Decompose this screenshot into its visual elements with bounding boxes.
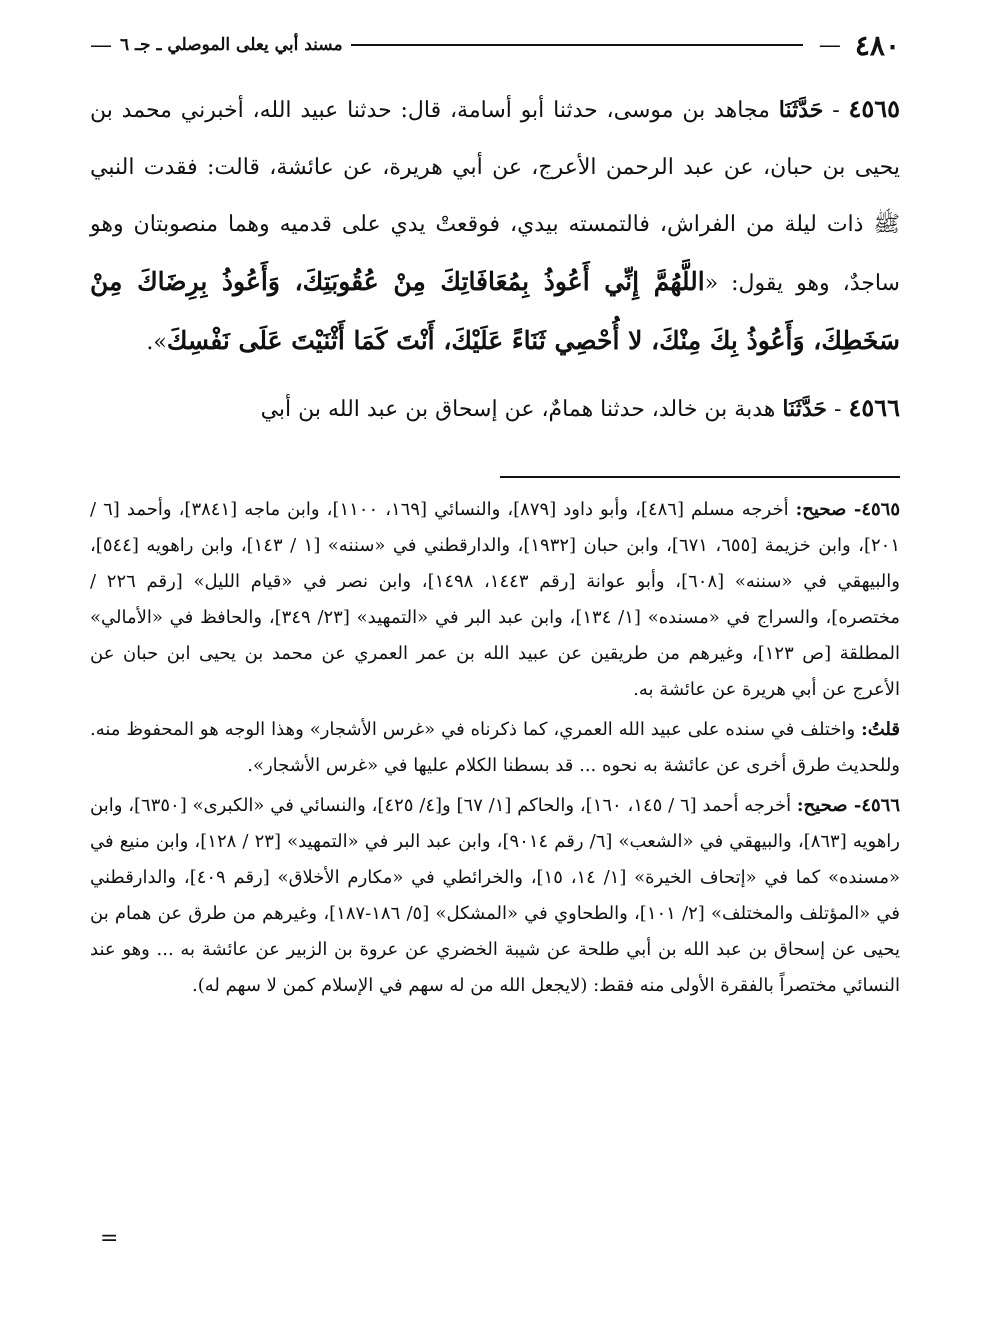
running-title: مسند أبي يعلى الموصلي ـ جـ ٦ (120, 35, 343, 55)
footnote-head: ٤٥٦٥- صحيح: (795, 499, 900, 520)
footnote-head: قلتُ: (861, 719, 900, 740)
hadith-dash: - (832, 98, 840, 123)
hadith-number: ٤٥٦٥ (848, 94, 901, 123)
main-text (90, 80, 900, 438)
footnote-text: أخرجه أحمد [٦ / ١٤٥، ١٦٠]، والحاكم [١/ ٦٧] و[٤/ ٤٢٥]، والنسائي في «الكبرى» [٦٣٥٠]، وابن راهويه [٨٦٣]، والبيهقي في «الشعب» [٦/ رقم ٩٠١٤]، وابن عبد البر في «التمهيد» [٢٣ / ١٢٨]، وابن منيع في «مسنده» كما في «إتحاف الخيرة» [١/ ١٤، ١٥]، والخرائطي في «مكارم الأخلاق» [رقم ٤٠٩]، والدارقطني في «المؤتلف والمختلف» [٢/ ١٠١]، والطحاوي في «المشكل» [٥/ ١٨٦-١٨٧]، وغيرهم من طرق عن همام بن يحيى عن إسحاق بن عبد الله بن أبي طلحة عن شيبة الخضري عن عروة بن الزبير عن عائشة به ... وهو عند النسائي مختصراً بالفقرة الأولى منه فقط: (لايجعل الله من له سهم في الإسلام كمن لا سهم له). (90, 795, 901, 996)
hadith-dash: - (834, 397, 842, 422)
footnote-4566 (90, 788, 900, 1004)
footnote-separator (500, 476, 900, 478)
footnote-text: أخرجه مسلم [٤٨٦]، وأبو داود [٨٧٩]، والنسائي [١٦٩، ١١٠٠]، وابن ماجه [٣٨٤١]، وأحمد [٦ / ٢٠١]، وابن خزيمة [٦٥٥، ٦٧١]، وابن حبان [١٩٣٢]، والدارقطني في «سننه» [١ / ١٤٣]، وابن راهويه [٥٤٤]، والبيهقي في «سننه» [٦٠٨]، وأبو عوانة [رقم ١٤٤٣، ١٤٩٨]، وابن نصر في «قيام الليل» [رقم ٢٢٦ / مختصره]، والسراج في «مسنده» [١/ ١٣٤]، وابن عبد البر في «التمهيد» [٢٣/ ٣٤٩]، والحافظ في «الأمالي» المطلقة [ص ١٢٣]، وغيرهم من طريقين عن عبيد الله بن عمر العمري عن محمد بن يحيى ابن حبان عن الأعرج عن أبي هريرة عن عائشة به. (90, 499, 901, 700)
page-header (90, 30, 900, 60)
footnote-text: واختلف في سنده على عبيد الله العمري، كما ذكرناه في «غرس الأشجار» وهذا الوجه هو المحفوظ منه. وللحديث طرق أخرى عن عائشة به نحوه ... قد بسطنا الكلام عليها في «غرس الأشجار». (90, 719, 900, 776)
footnotes (90, 492, 900, 1008)
hadith-number: ٤٥٦٦ (848, 393, 900, 422)
header-dash: — (818, 32, 841, 58)
continuation-mark: = (100, 1226, 119, 1251)
header-dash-end: — (90, 32, 112, 58)
hadith-4565 (90, 80, 900, 371)
hadith-dua: اللَّهُمَّ إِنِّي أَعُوذُ بِمُعَافَاتِكَ مِنْ عُقُوبَتِكَ، وَأَعُوذُ بِرِضَاكَ مِنْ سَخَطِكَ، وَأَعُوذُ بِكَ مِنْكَ، لا أُحْصِي ثَنَاءً عَلَيْكَ، أَنْتَ كَمَا أَثْنَيْتَ عَلَى نَفْسِكَ (90, 267, 900, 355)
hadith-keyword: حَدَّثَنَا (782, 396, 827, 422)
page-number: ٤٨٠ (854, 28, 900, 62)
header-rule (351, 44, 803, 46)
hadith-text: هدبة بن خالد، حدثنا همامٌ، عن إسحاق بن عبد الله بن أبي (260, 397, 776, 422)
hadith-text: مجاهد بن موسى، حدثنا أبو أسامة، قال: حدثنا عبيد الله، أخبرني محمد بن يحيى بن حبان، عن عبد الرحمن الأعرج، عن أبي هريرة، عن عائشة، قالت: فقدت النبي ﷺ ذات ليلة من الفراش، فالتمسته بيدي، فوقعتْ يدي على قدميه وهما منصوبتان وهو ساجدٌ، وهو يقول: « (90, 98, 900, 296)
footnote-4565 (90, 492, 900, 708)
footnote-head: ٤٥٦٦- صحيح: (796, 795, 900, 816)
hadith-4566 (90, 379, 900, 438)
hadith-keyword: حَدَّثَنَا (778, 97, 824, 123)
hadith-text-end: ». (146, 330, 167, 355)
footnote-qult (90, 712, 900, 784)
